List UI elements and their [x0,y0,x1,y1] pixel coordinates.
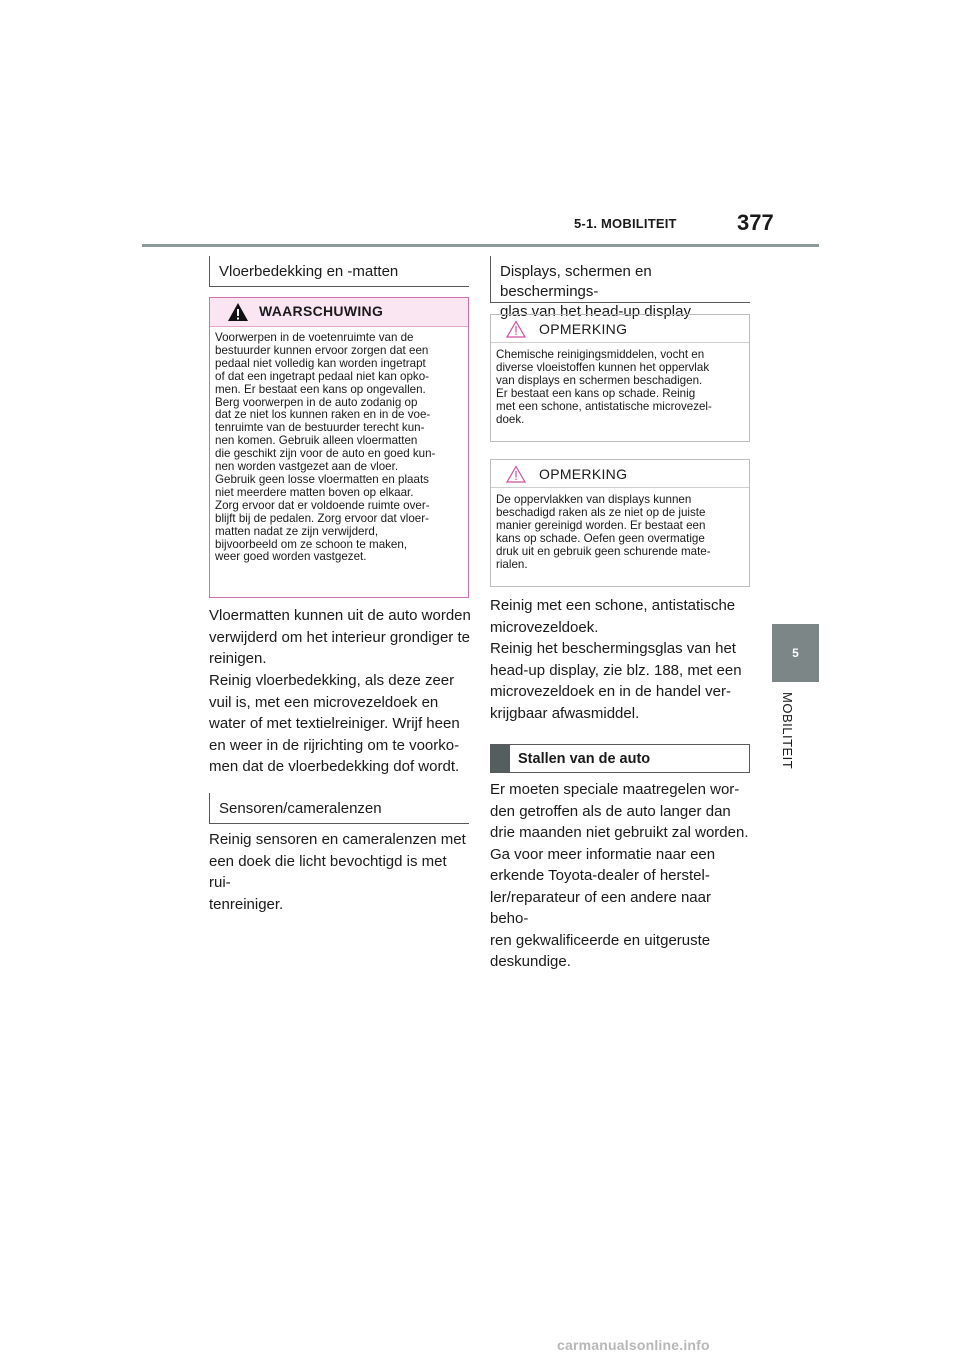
warning-line: niet meerdere matten boven op elkaar. [215,485,414,499]
paragraph-line: Ga voor meer informatie naar een [490,845,716,863]
paragraph-line: drie maanden niet gebruikt zal worden. [490,824,749,841]
section-title: 5-1. MOBILITEIT [574,216,677,231]
warning-line: dat ze niet los kunnen raken en in de voe- [215,408,431,422]
warning-header [210,298,468,327]
warning-line: tenruimte van de bestuurder terecht kun- [215,421,425,435]
warning-line: Gebruik geen losse vloermatten en plaats [215,472,429,486]
note-title: OPMERKING [539,321,628,337]
paragraph-line: Reinig vloerbedekking, als deze zeer [209,672,455,689]
paragraph-line: microvezeldoek en in de handel ver- [490,683,731,700]
paragraph-line: den getroffen als de auto langer dan [490,802,731,820]
note-body [491,488,749,577]
warning-line: Voorwerpen in de voetenruimte van de [215,331,414,344]
paragraph-line: microvezeldoek. [490,618,599,636]
warning-line: pedaal niet volledig kan worden ingetrapt [215,356,426,370]
note-title: OPMERKING [539,466,628,482]
subheading-sensors [209,793,469,824]
page-number: 377 [737,210,774,235]
caution-triangle-icon [506,320,526,338]
paragraph-line: Er moeten speciale maatregelen wor- [490,781,740,798]
warning-line: Zorg ervoor dat er voldoende ruimte over- [215,498,430,512]
note-line: rialen. [496,557,528,571]
note-line: druk uit en gebruik geen schurende mate- [496,544,711,558]
warning-line: bestuurder kunnen ervoor zorgen dat een [215,343,429,357]
warning-line: nen komen. Gebruik alleen vloermatten [215,434,418,448]
warning-line: nen worden vastgezet aan de vloer. [215,460,399,474]
warning-line: Berg voorwerpen in de auto zodanig op [215,395,418,409]
paragraph-remove-mats [209,605,471,670]
paragraph-line: verwijderd om het interieur grondiger te [209,628,470,646]
warning-triangle-icon [227,302,249,322]
paragraph-line: men dat de vloerbedekking dof wordt. [209,758,460,775]
subheading-displays-line: Displays, schermen en beschermings- [500,263,652,300]
header-rule [142,244,819,247]
note-box-chemicals [490,314,750,442]
warning-line: bijvoorbeeld om ze schoon te maken, [215,537,408,551]
paragraph-line: reinigen. [209,650,267,667]
paragraph-line: een doek die licht bevochtigd is met rui- [209,852,447,891]
paragraph-line: Reinig het beschermingsglas van het [490,640,736,657]
chapter-label-text: MOBILITEIT [780,692,795,770]
subheading-displays-line: glas van het head-up display [500,303,691,320]
note-body [491,343,749,432]
paragraph-line: erkende Toyota-dealer of herstel- [490,867,710,884]
chapter-number: 5 [792,646,799,660]
warning-line: blijft bij de pedalen. Zorg ervoor dat vloer- [215,511,429,525]
warning-line: men. Er bestaat een kans op ongevallen. [215,382,426,396]
paragraph-storage [490,779,752,973]
chapter-tab [772,624,819,682]
section-heading-text: Stallen van de auto [518,750,651,767]
paragraph-clean-displays [490,595,752,638]
warning-line: matten nadat ze zijn verwijderd, [215,524,379,538]
note-header [491,315,749,343]
note-line: van displays en schermen beschadigen. [496,373,703,387]
note-line: beschadigd raken als ze niet op de juiste [496,505,706,519]
note-box-surfaces [490,459,750,587]
warning-line: die geschikt zijn voor de auto en goed kun- [215,447,436,461]
paragraph-line: Reinig met een schone, antistatische [490,597,736,614]
paragraph-line: head-up display, zie blz. 188, met een [490,661,742,679]
note-line: Chemische reinigingsmiddelen, vocht en [496,348,705,361]
paragraph-line: en weer in de rijrichting om te voorko- [209,736,460,754]
note-line: diverse vloeistoffen kunnen het oppervlak [496,360,710,374]
note-line: doek. [496,412,525,426]
paragraph-line: water of met textielreiniger. Wrijf heen [209,715,460,732]
note-line: kans op schade. Oefen geen overmatige [496,531,705,545]
subheading-displays [490,256,750,320]
note-line: met een schone, antistatische microvezel- [496,399,712,413]
note-header [491,460,749,488]
paragraph-clean-sensors [209,829,471,915]
subheading-floor-mats-text: Vloerbedekking en -matten [219,263,399,280]
subheading-floor-mats [209,256,469,287]
chapter-label [780,692,810,782]
caution-triangle-icon [506,465,526,483]
paragraph-line: krijgbaar afwasmiddel. [490,704,640,722]
warning-line: weer goed worden vastgezet. [215,550,367,564]
warning-line: of dat een ingetrapt pedaal niet kan opko- [215,369,429,383]
note-line: Er bestaat een kans op schade. Reinig [496,386,696,400]
section-heading-marker [491,745,510,772]
note-line: De oppervlakken van displays kunnen [496,493,692,506]
paragraph-clean-carpet [209,670,471,778]
paragraph-line: vuil is, met een microvezeldoek en [209,693,439,711]
paragraph-line: Reinig sensoren en cameralenzen met [209,831,466,848]
footer-watermark[interactable]: carmanualsonline.info [557,1337,710,1353]
warning-title: WAARSCHUWING [259,303,384,319]
paragraph-line: ren gekwalificeerde en uitgeruste [490,931,711,949]
paragraph-line: deskundige. [490,953,571,970]
paragraph-line: Vloermatten kunnen uit de auto worden [209,607,471,624]
warning-body [210,327,468,570]
paragraph-line: tenreiniger. [209,895,284,913]
warning-box [209,297,469,598]
section-heading-storage [490,744,750,773]
paragraph-line: ler/reparateur of een andere naar beho- [490,888,711,927]
subheading-sensors-text: Sensoren/cameralenzen [219,800,382,817]
paragraph-clean-hud [490,638,752,724]
note-line: manier gereinigd worden. Er bestaat een [496,518,706,532]
